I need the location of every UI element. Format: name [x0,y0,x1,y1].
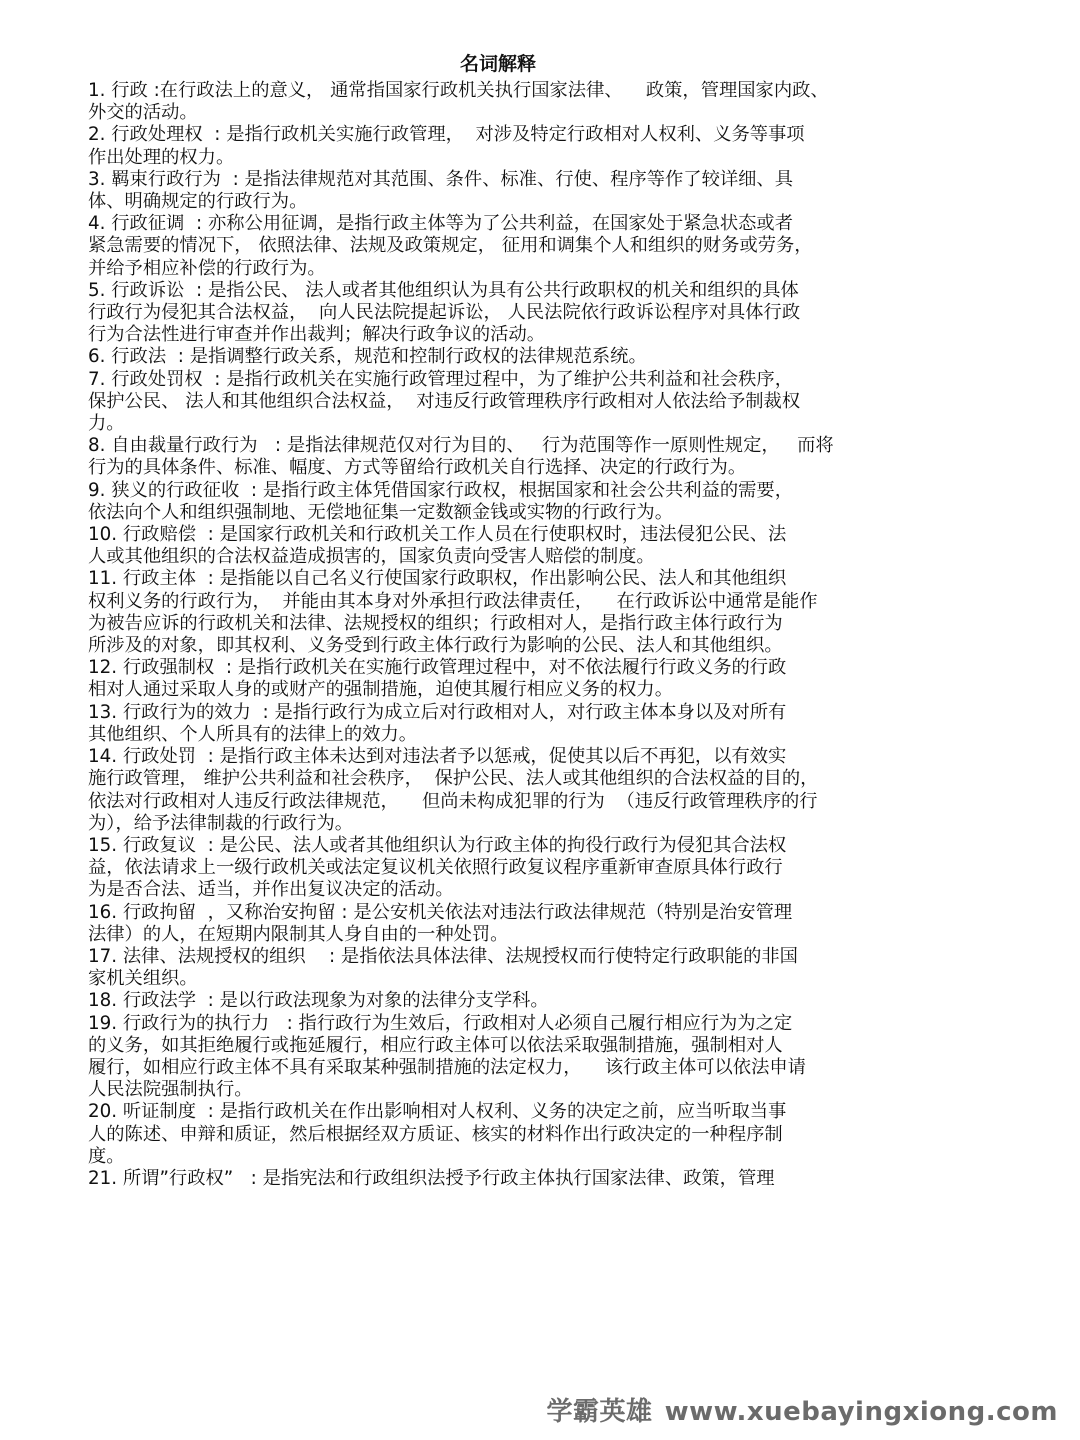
definition-entry [88,702,988,746]
definition-line: 法律）的人，在短期内限制其人身自由的一种处罚。 [88,923,509,945]
definition-line: 为被告应诉的行政机关和法律、法规授权的组织；行政相对人，是指行政主体行政行为 [88,612,783,634]
definition-line: 体、明确规定的行政行为。 [88,191,308,213]
definition-line: 行政行为侵犯其合法权益， 向人民法院提起诉讼， 人民法院依行政诉讼程序对具体行政 [88,302,801,324]
definition-line: 1. 行政 :在行政法上的意义， 通常指国家行政机关执行国家法律、 政策，管理国家内政、 [88,80,829,101]
definition-line: 履行，如相应行政主体不具有采取某种强制措施的法定权力， 该行政主体可以依法申请 [88,1056,806,1078]
definition-line: 12. 行政强制权 : 是指行政机关在实施行政管理过程中，对不依法履行行政义务的行政 [88,657,787,679]
definition-line: 人民法院强制执行。 [88,1079,253,1101]
definition-line: 紧急需要的情况下， 依照法律、法规及政策规定， 征用和调集个人和组织的财务或劳务， [88,235,813,257]
definition-line: 益，依法请求上一级行政机关或法定复议机关依照行政复议程序重新审查原具体行政行 [88,857,783,879]
definition-entry [88,1101,988,1168]
definition-entry [88,835,988,902]
definition-line: 权利义务的行政行为， 并能由其本身对外承担行政法律责任， 在行政诉讼中通常是能作 [88,590,818,612]
definition-entry [88,213,988,280]
definition-entry [88,435,988,479]
definition-line: 为），给予法律制裁的行政行为。 [88,812,354,834]
watermark [547,1391,1058,1428]
definition-entry [88,990,988,1012]
definition-line: 15. 行政复议 : 是公民、法人或者其他组织认为行政主体的拘役行政行为侵犯其合法权 [88,834,787,856]
definition-line: 为是否合法、适当，并作出复议决定的活动。 [88,879,454,901]
definition-line: 8. 自由裁量行政行为 : 是指法律规范仅对行为目的、 行为范围等作一原则性规定， 而将 [88,435,834,457]
definition-line: 21. 所谓”行政权” : 是指宪法和行政组织法授予行政主体执行国家法律、政策，管理 [88,1167,775,1189]
document-page [88,50,988,1190]
definition-line: 的义务，如其拒绝履行或拖延履行，相应行政主体可以依法采取强制措施，强制相对人 [88,1034,783,1056]
definition-line: 3. 羁束行政行为 : 是指法律规范对其范围、条件、标准、行使、程序等作了较详细、具 [88,168,793,190]
definition-line: 依法对行政相对人违反行政法律规范， 但尚未构成犯罪的行为 （违反行政管理秩序的行 [88,790,818,812]
definition-entry [88,524,988,568]
definition-entry [88,657,988,701]
definition-line: 10. 行政赔偿 : 是国家行政机关和行政机关工作人员在行使职权时，违法侵犯公民、法 [88,524,787,546]
definition-line: 7. 行政处罚权 : 是指行政机关在实施行政管理过程中，为了维护公共利益和社会秩序， [88,368,793,390]
definition-entry [88,746,988,835]
definition-line: 人的陈述、申辩和质证，然后根据经双方质证、核实的材料作出行政决定的一种程序制 [88,1123,783,1145]
definition-entry [88,346,988,368]
definition-entry [88,280,988,347]
definition-entry [88,80,988,124]
definition-line: 人或其他组织的合法权益造成损害的，国家负责向受害人赔偿的制度。 [88,546,655,568]
definition-line: 作出处理的权力。 [88,146,235,168]
definition-line: 5. 行政诉讼 : 是指公民、 法人或者其他组织认为具有公共行政职权的机关和组织的具体 [88,279,799,301]
definition-entry [88,568,988,657]
document-title: 名词解释 [459,53,536,75]
definition-line: 力。 [88,413,125,435]
definition-line: 其他组织、个人所具有的法律上的效力。 [88,723,418,745]
definition-line: 18. 行政法学 : 是以行政法现象为对象的法律分支学科。 [88,990,549,1012]
definition-line: 家机关组织。 [88,968,198,990]
definition-line: 并给予相应补偿的行政行为。 [88,257,326,279]
definition-line: 施行政管理， 维护公共利益和社会秩序， 保护公民、法人或其他组织的合法权益的目的， [88,768,819,790]
definition-line: 度。 [88,1145,125,1167]
definition-entry [88,1013,988,1102]
definition-entry [88,124,988,168]
definition-line: 所涉及的对象，即其权利、义务受到行政主体行政行为影响的公民、法人和其他组织。 [88,635,783,657]
definition-entry [88,169,988,213]
definition-line: 9. 狭义的行政征收 : 是指行政主体凭借国家行政权，根据国家和社会公共利益的需要， [88,479,793,501]
definition-line: 20. 听证制度 : 是指行政机关在作出影响相对人权利、义务的决定之前，应当听取当事 [88,1101,787,1123]
definition-line: 4. 行政征调 : 亦称公用征调，是指行政主体等为了公共利益，在国家处于紧急状态或者 [88,213,793,235]
definition-entry [88,1168,988,1190]
definition-line: 13. 行政行为的效力 : 是指行政行为成立后对行政相对人，对行政主体本身以及对所有 [88,701,787,723]
definition-line: 16. 行政拘留 ，又称治安拘留 : 是公安机关依法对违法行政法律规范（特别是治安管理 [88,901,793,923]
definition-line: 6. 行政法 : 是指调整行政关系，规范和控制行政权的法律规范系统。 [88,346,647,368]
definition-line: 行为合法性进行审查并作出裁判；解决行政争议的活动。 [88,324,546,346]
definition-line: 依法向个人和组织强制地、无偿地征集一定数额金钱或实物的行政行为。 [88,501,673,523]
watermark-brand: 学霸英雄 [546,1397,653,1427]
definition-entry [88,480,988,524]
definition-entry [88,369,988,436]
definition-line: 14. 行政处罚 : 是指行政主体未达到对违法者予以惩戒，促使其以后不再犯，以有效实 [88,746,787,768]
definition-line: 2. 行政处理权 : 是指行政机关实施行政管理， 对涉及特定行政相对人权利、义务等事项 [88,124,805,146]
definition-line: 11. 行政主体 : 是指能以自己名义行使国家行政职权，作出影响公民、法人和其他组织 [88,568,787,590]
definition-line: 外交的活动。 [88,102,198,124]
watermark-url: www.xuebayingxiong.com [664,1397,1058,1427]
definition-entry [88,946,988,990]
definition-entry [88,902,988,946]
definition-list [88,80,988,1190]
definition-line: 相对人通过采取人身的或财产的强制措施，迫使其履行相应义务的权力。 [88,679,673,701]
definition-line: 行为的具体条件、标准、幅度、方式等留给行政机关自行选择、决定的行政行为。 [88,457,747,479]
definition-line: 17. 法律、法规授权的组织 : 是指依法具体法律、法规授权而行使特定行政职能的非国 [88,945,798,967]
definition-line: 19. 行政行为的执行力 : 指行政行为生效后，行政相对人必须自己履行相应行为为之定 [88,1012,793,1034]
definition-line: 保护公民、 法人和其他组织合法权益， 对违反行政管理秩序行政相对人依法给予制裁权 [88,390,801,412]
